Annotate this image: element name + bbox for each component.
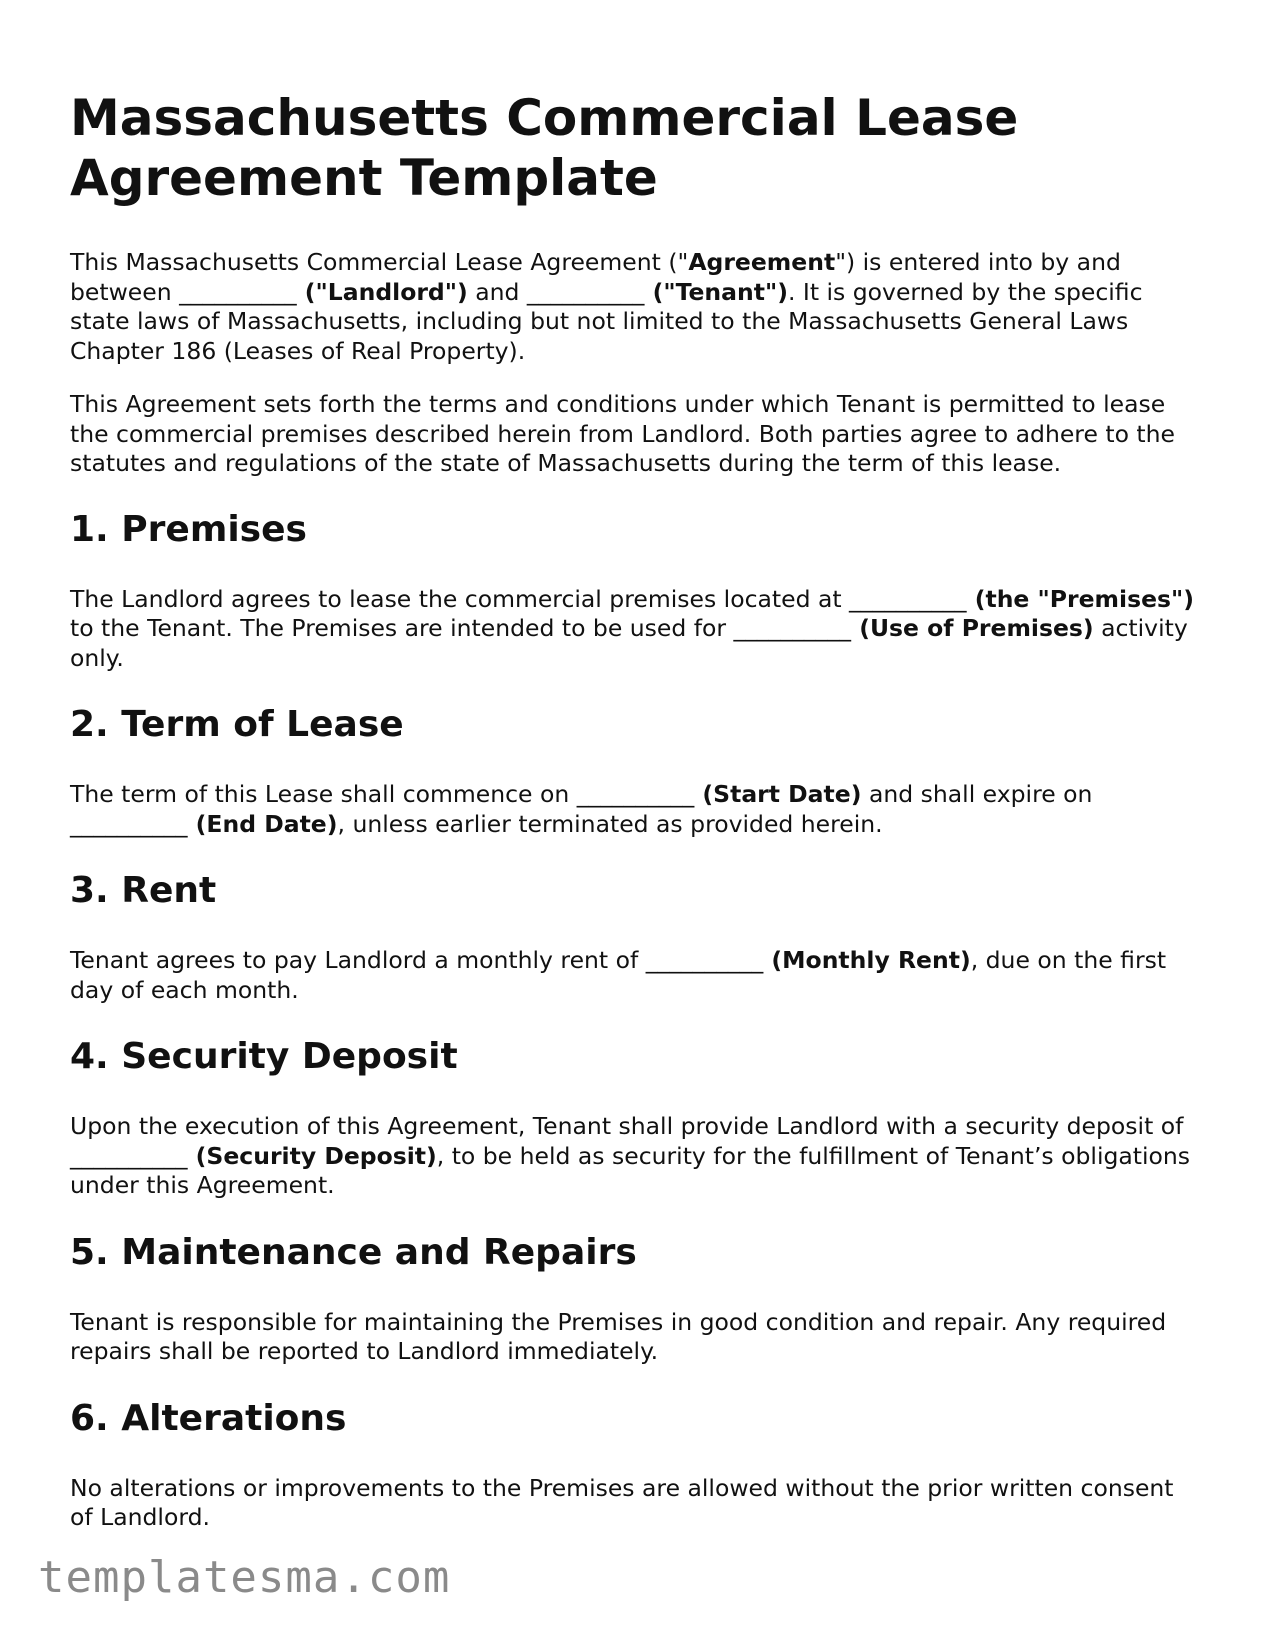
intro-text-a: This Massachusetts Commercial Lease Agreement (" — [70, 248, 689, 276]
section-heading: 1. Premises — [70, 508, 307, 550]
text-run: , to be held as security for the fulfillment of Tenant’s obligations under this Agreement. — [70, 1141, 1191, 1199]
intro-paragraph-2: This Agreement sets forth the terms and conditions under which Tenant is permitted to lease the commercial premises described herein from Landlord. Both parties agree to adhere to the statutes and regulations of the state of Massachusetts during the term of this lease. — [70, 390, 1175, 477]
section-heading: 2. Term of Lease — [70, 704, 404, 745]
start-date-blank: __________ — [576, 780, 695, 808]
landlord-blank: __________ — [179, 277, 297, 306]
security-deposit-label: (Security Deposit) — [187, 1141, 437, 1170]
monthly-rent-label: (Monthly Rent) — [763, 946, 971, 974]
text-run: to the Tenant. The Premises are intended to be used for — [70, 614, 734, 642]
section-heading: 6. Alterations — [70, 1397, 347, 1439]
section-body: Tenant is responsible for maintaining the Premises in good condition and repair. Any required repairs shall be reported to Landlord immediately. — [70, 1307, 1167, 1365]
document-title: Massachusetts Commercial Lease Agreement Template — [70, 89, 1019, 207]
section-body — [70, 780, 1200, 839]
intro-text-c: and — [467, 277, 527, 306]
section-heading: 5. Maintenance and Repairs — [70, 1231, 637, 1273]
section-security-deposit — [70, 1035, 1200, 1201]
text-run: activity only. — [70, 614, 1188, 672]
section-body: No alterations or improvements to the Premises are allowed without the prior written consent of Landlord. — [70, 1473, 1174, 1531]
text-run: The Landlord agrees to lease the commercial premises located at — [70, 584, 850, 613]
intro-text-d: . It is governed by the specific state laws of Massachusetts, including but not limited to the Massachusetts General Laws Chapter 186 (Leases of Real Property). — [70, 277, 1143, 365]
text-run: Tenant agrees to pay Landlord a monthly rent of — [70, 946, 646, 974]
section-rent — [70, 869, 1200, 1005]
use-of-premises-blank: __________ — [733, 614, 852, 642]
text-run: Upon the execution of this Agreement, Tenant shall provide Landlord with a security deposit of — [70, 1112, 1184, 1140]
use-of-premises-label: (Use of Premises) — [851, 614, 1094, 642]
text-run: , unless earlier terminated as provided herein. — [337, 809, 883, 838]
section-maintenance — [70, 1231, 1200, 1367]
section-body — [70, 585, 1200, 674]
text-run: , due on the first day of each month. — [70, 946, 1167, 1004]
section-alterations — [70, 1397, 1200, 1533]
tenant-blank: __________ — [526, 277, 645, 306]
premises-label: (the "Premises") — [966, 584, 1194, 613]
agreement-term: Agreement — [688, 248, 836, 276]
tenant-label: ("Tenant") — [644, 277, 788, 306]
section-body — [70, 946, 1200, 1005]
intro-text-b: ") is entered into by and between — [70, 248, 1121, 306]
document-page — [70, 0, 1200, 1533]
text-run: and shall expire on — [861, 780, 1093, 808]
section-heading: 3. Rent — [70, 870, 217, 911]
intro-paragraph-1 — [70, 248, 1200, 366]
security-deposit-blank: __________ — [70, 1141, 188, 1170]
premises-location-blank: __________ — [849, 584, 967, 613]
end-date-blank: __________ — [70, 809, 188, 838]
section-term — [70, 703, 1200, 839]
monthly-rent-blank: __________ — [645, 946, 764, 974]
text-run: The term of this Lease shall commence on — [70, 780, 577, 808]
watermark: templatesma.com — [38, 1552, 451, 1603]
start-date-label: (Start Date) — [694, 780, 862, 808]
end-date-label: (End Date) — [187, 809, 338, 838]
landlord-label: ("Landlord") — [296, 277, 468, 306]
section-heading: 4. Security Deposit — [70, 1036, 458, 1077]
section-body — [70, 1112, 1200, 1201]
section-premises — [70, 508, 1200, 674]
